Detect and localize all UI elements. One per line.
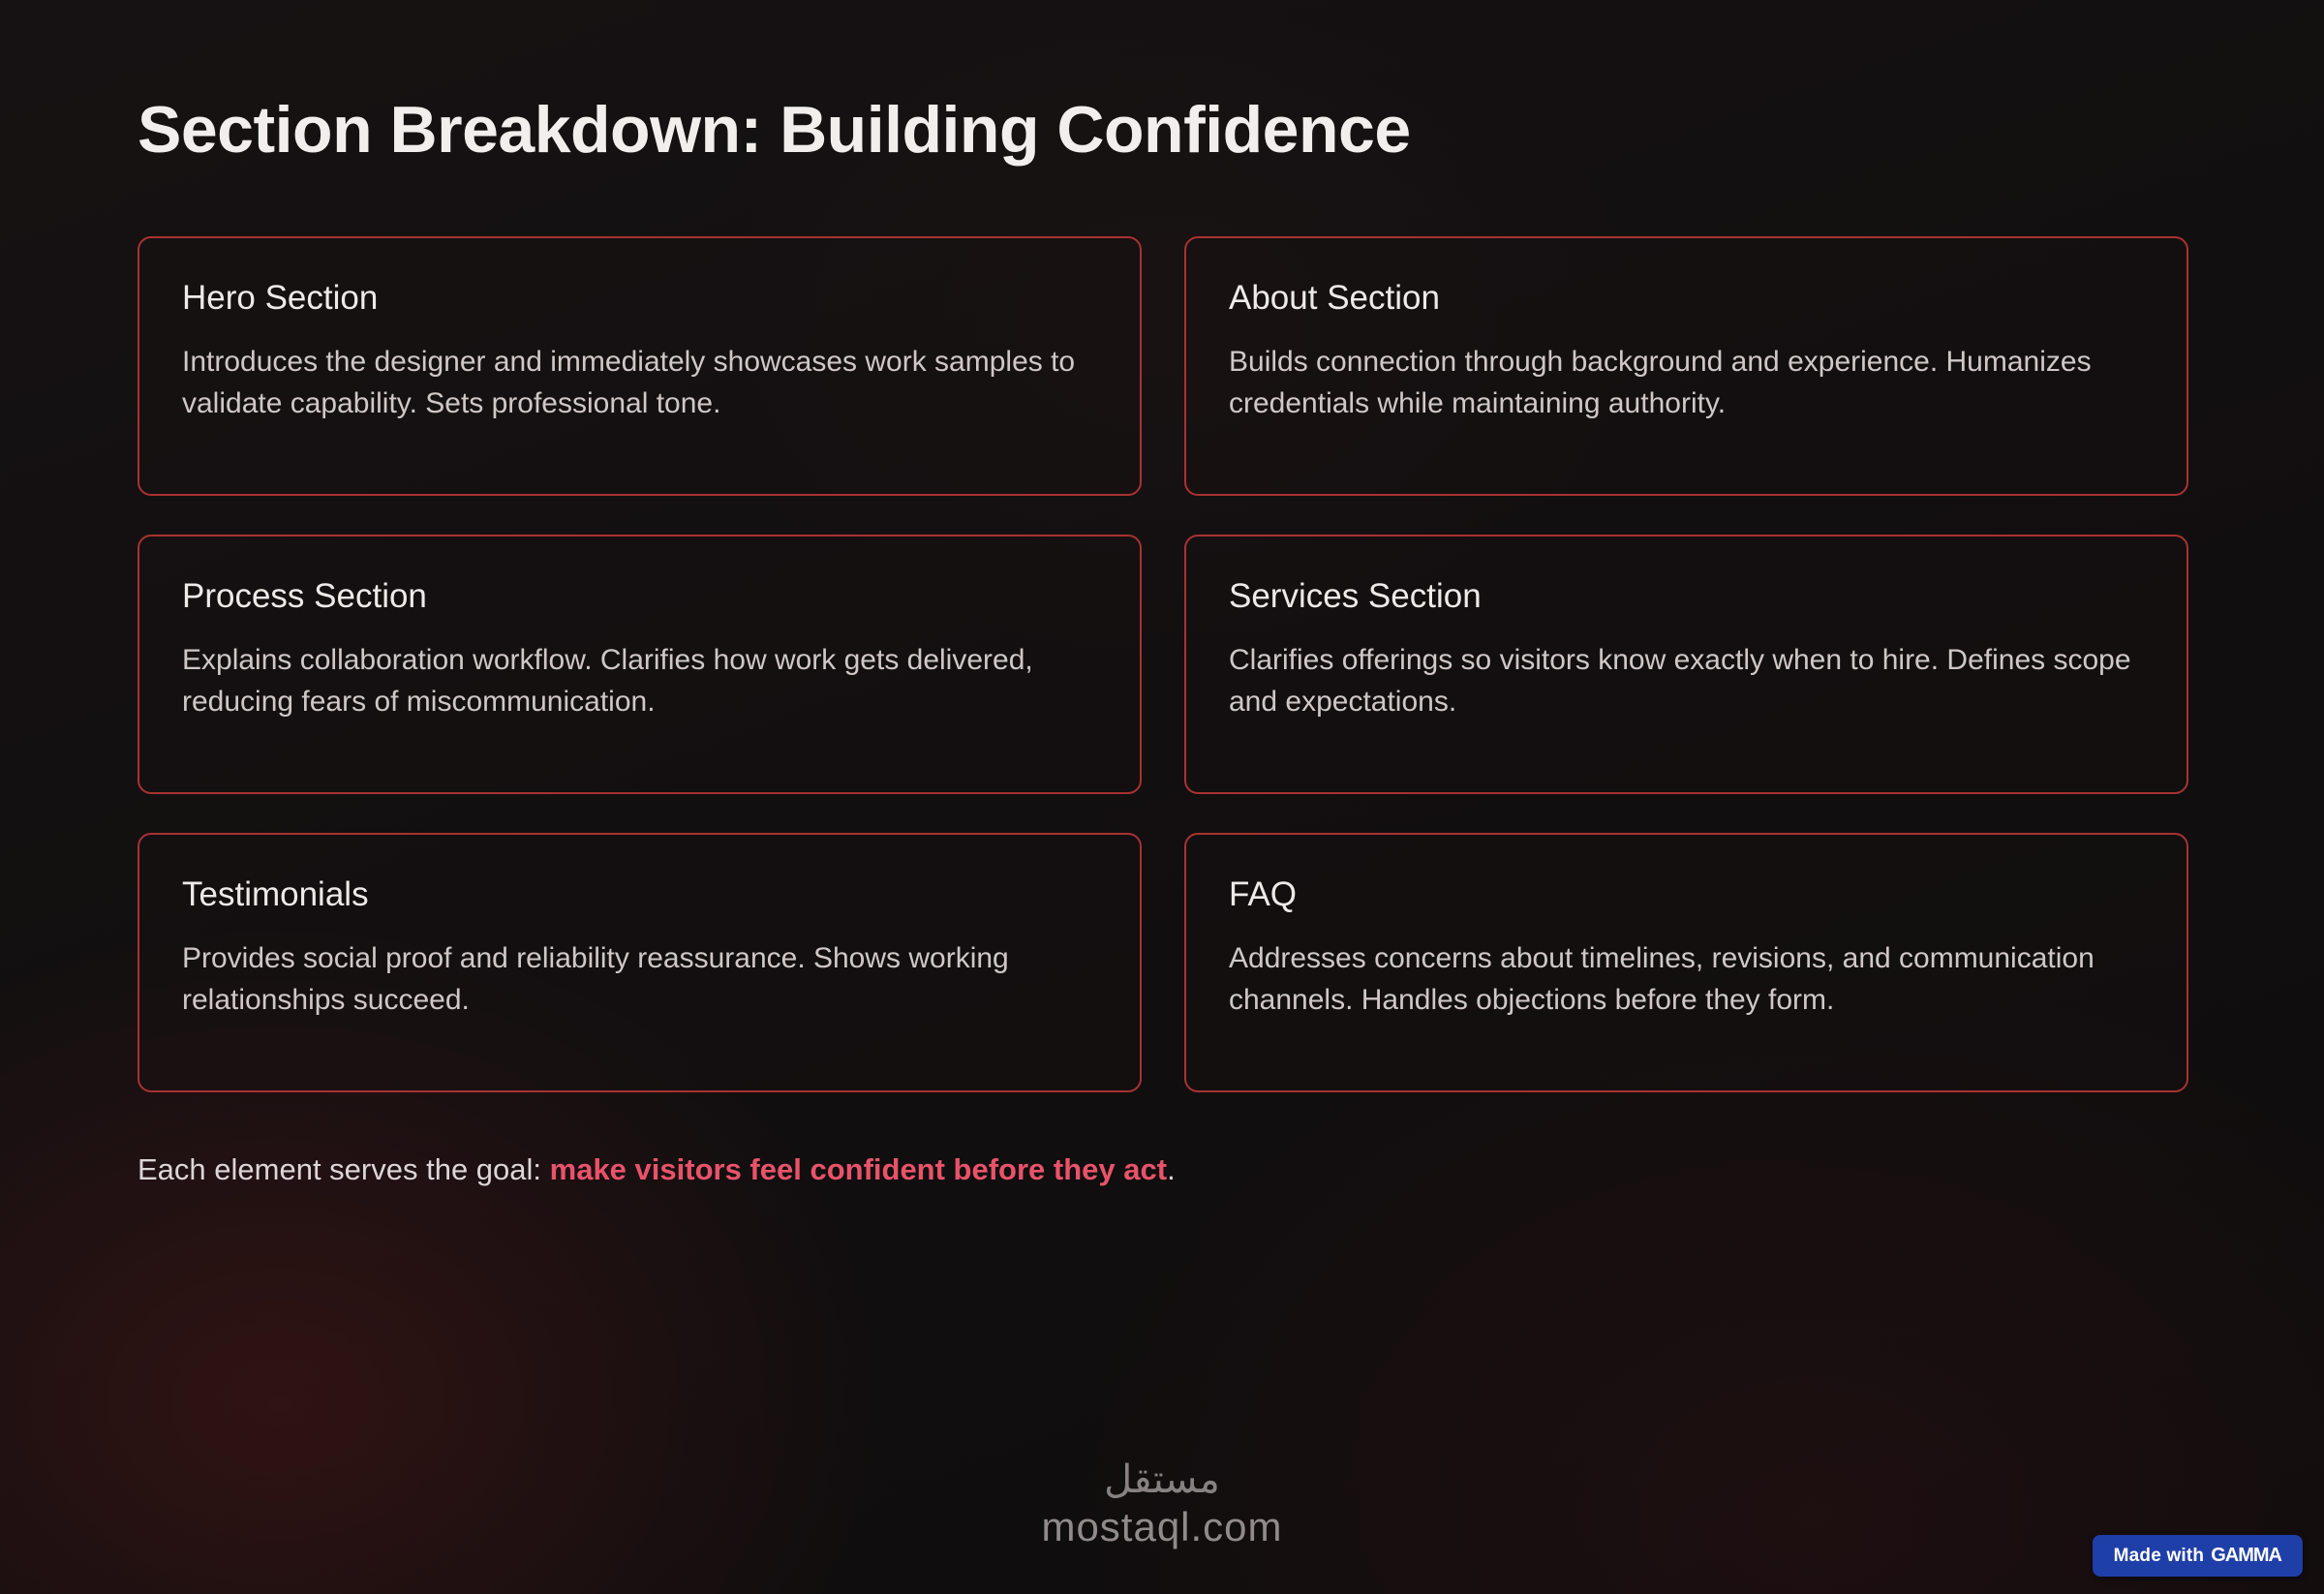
card-description: Introduces the designer and immediately showcases work samples to validate capability. Sets professional tone. — [182, 345, 1076, 420]
card-description: Addresses concerns about timelines, revisions, and communication channels. Handles objections before they form. — [1229, 941, 2095, 1017]
card-description: Clarifies offerings so visitors know exactly when to hire. Defines scope and expectations. — [1229, 643, 2131, 719]
card-hero-section[interactable] — [138, 236, 1142, 496]
slide-content — [138, 93, 2188, 1191]
badge-brand: GAMMA — [2211, 1545, 2281, 1566]
watermark-latin: mostaql.com — [1041, 1503, 1283, 1549]
footnote-highlight: make visitors feel confident before they act — [549, 1152, 1168, 1187]
footnote-lead: Each element serves the goal: — [138, 1152, 550, 1187]
page-title: Section Breakdown: Building Confidence — [138, 93, 1411, 167]
card-title: Services Section — [1229, 577, 1482, 616]
card-testimonials[interactable] — [138, 833, 1142, 1092]
card-description: Provides social proof and reliability reassurance. Shows working relationships succeed. — [182, 941, 1009, 1017]
card-title: Process Section — [182, 577, 427, 616]
section-cards-grid — [138, 236, 2188, 1092]
card-process-section[interactable] — [138, 535, 1142, 794]
watermark — [0, 1458, 2324, 1551]
footnote — [138, 1149, 2188, 1190]
made-with-gamma-badge[interactable] — [2093, 1535, 2303, 1577]
card-title: FAQ — [1229, 875, 1298, 914]
card-title: Testimonials — [182, 875, 369, 914]
watermark-arabic: مستقل — [1104, 1457, 1220, 1501]
card-description: Explains collaboration workflow. Clarifies how work gets delivered, reducing fears of miscommunication. — [182, 643, 1033, 719]
card-services-section[interactable] — [1184, 535, 2188, 794]
card-about-section[interactable] — [1184, 236, 2188, 496]
card-description: Builds connection through background and experience. Humanizes credentials while maintaining authority. — [1229, 345, 2092, 420]
footnote-tail: . — [1167, 1152, 1176, 1187]
card-title: About Section — [1229, 279, 1440, 318]
card-title: Hero Section — [182, 279, 379, 318]
badge-prefix: Made with — [2113, 1545, 2205, 1566]
card-faq[interactable] — [1184, 833, 2188, 1092]
